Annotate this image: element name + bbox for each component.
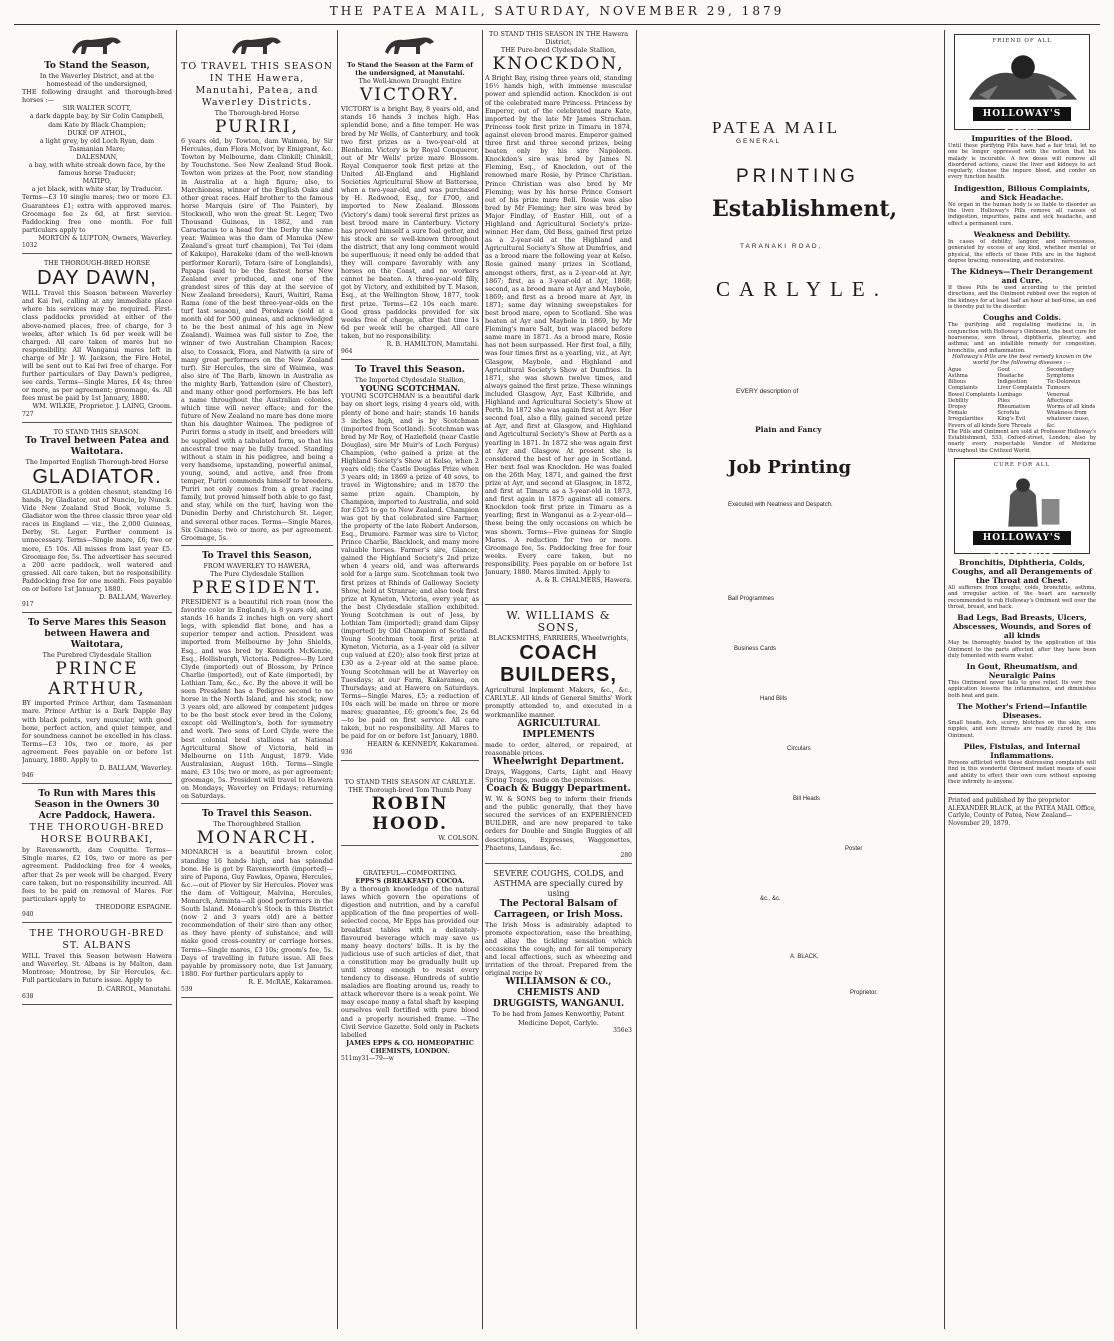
disease-item: Liver Complaints — [997, 385, 1043, 392]
signature: THEODORE ESPAGNE. — [95, 902, 172, 911]
section-text: No organ in the human body is so liable to disorder as the liver. Holloway's Pills remove all causes of indigestion, impurities, pains and sick headache, and effect a permanent cure. — [948, 201, 1096, 227]
advert-line: Plain and Fancy — [755, 424, 822, 434]
section-text: made to order, altered, or repaired, at reasonable prices. — [485, 740, 632, 757]
signature: D. BALLAM, Waverley. — [99, 593, 172, 602]
ad-number: 940 — [22, 911, 34, 919]
horse-name: DALESMAN, — [76, 152, 118, 161]
disease-item: Asthma — [948, 373, 968, 380]
service-item: Bill Heads — [793, 795, 821, 802]
advert-prince-arthur — [22, 618, 172, 784]
horse-name: THE THOROUGH-BRED HORSE BOURBAKI, — [29, 822, 165, 846]
body: GLADIATOR is a golden chesnut, standing 16 hands, by Gladiator, out of Nuncio, by Nunck. Vide New Zealand Stud Book, volume 5. Gladiator won the three classic three year old races in England — viz., the 2,000 Guineas, Derby, St. Leger. Further comment is unnecessary. Terms—Single mare, £6; two or more, £5 10s. All misses from last year £5. Groomage fee, 5s. The advertiser has secured a 200 acre paddock, well watered and grassed. All care taken, but no responsibility. Paddocking free for one month. Fees payable on or before 1st January, 1880. — [22, 487, 172, 593]
diseases-column — [997, 367, 1046, 429]
printing-advert — [640, 30, 940, 1329]
section-text: Persons afflicted with these distressing complaints will find in this wonderful Ointment instant means of ease and ability to effect their own cure without exposing their infirmity to anyone. — [948, 759, 1096, 785]
holloway-ointment-emblem — [954, 458, 1090, 558]
column-2 — [181, 30, 333, 1329]
section-text: All sufferers from coughs, colds, bronchitis, asthma, and irregular action of the heart are earnestly recommended to rub Holloway's Ointment well over the throat, breast, and back. — [948, 585, 1096, 610]
column-rule — [176, 30, 177, 1329]
section-text: Drays, Waggons, Carts, Light and Heavy Spring Traps, made on the premises. — [485, 767, 632, 784]
section-text: The purifying and regulating medicine is, in conjunction with Holloway's Ointment, the best cure for hoarseness, sore throat, diphtheria, pleurisy, and asthma; and an infallible remedy for congestion, bronchitis, and inflammation. — [948, 322, 1096, 354]
disease-item: King's Evil — [997, 416, 1026, 423]
disease-item: Lumbago — [997, 391, 1022, 398]
horse-name: YOUNG SCOTCHMAN. — [359, 383, 461, 394]
diseases-column — [1047, 367, 1096, 429]
holloway-emblem-icon — [959, 45, 1087, 105]
disease-item: Piles — [997, 397, 1010, 404]
ad-number: 356e3 — [613, 1026, 632, 1034]
proprietor-title: Proprietor. — [850, 989, 878, 996]
heading: SEVERE COUGHS, COLDS, and ASTHMA are specially cured by using — [493, 868, 624, 898]
advert-line: Executed with Neatness and Despatch. — [728, 501, 833, 508]
ad-number: 280 — [620, 851, 632, 859]
ad-number: 511my31—79—w — [341, 1055, 394, 1063]
disease-item: Headache — [997, 373, 1024, 380]
horse-engraving-icon — [380, 32, 440, 58]
ad-number: 727 — [22, 410, 34, 418]
advert-line: EVERY description of — [736, 387, 799, 395]
product-name: The Pectoral Balsam of Carrageen, or Irish Moss. — [493, 898, 624, 920]
subheading: The Pure Clydesdale Stallion — [210, 569, 304, 578]
holloway-pills-emblem — [954, 34, 1090, 133]
line: a light grey, by old Loch Ryan, dam Tasmanian Mare; — [39, 136, 155, 153]
advert-robin-hood — [341, 766, 479, 846]
line: In the Waverley District, and at the homestead of the undersigned, — [39, 72, 155, 89]
signature: W. COLSON. — [438, 833, 479, 842]
column-rule — [944, 30, 945, 1329]
signature: D. CARROL, Manutahi. — [97, 984, 172, 993]
horse-engraving-icon — [67, 32, 127, 58]
body: MONARCH is a beautiful brown color, standing 16 hands high, and has splendid bone. He is got by Ravensworth (imported)—sire of Papona, Guy Fawkes, Opawa, Hercules, &c.—out of Plover by Sir Hercules. Plover was the dam of Voltigeur, Malvina, Hercules, Monarch, Arminta—all good performers in the South Island. Monarch's Stock in this District (now 2 and 3 years old) are a better recommendation of their sire than any other, as they have plenty of substance, and will make good cross-country or carriage horses. Terms—Single mares, £3 10s; groom's fee, 5s. Days of travelling in future issue. All fees payable by promissory note, due 1st January, 1880. For further particulars apply to — [181, 848, 333, 978]
signature: R. E. McRAE, Kakaramea. — [248, 977, 333, 986]
kicker: THE THOROUGH-BRED — [29, 928, 165, 940]
section-text: This Ointment never fails to give relief. Its very free application lessens the inflammation, and diminishes both heat and pain. — [948, 680, 1096, 699]
ad-number: 917 — [22, 601, 34, 609]
heading: TO STAND THIS SEASON AT CARLYLE. — [344, 777, 476, 786]
stockist: To be had from James Kenworthy, Patent Medicine Depot, Carlyle. — [492, 1010, 625, 1027]
advert-title: PATEA MAIL — [712, 118, 841, 137]
section-text: In cases of debility, languor, and nervousness, generated by excess of any kind, whether mental or physical, the effects of these Pills are in the highest degree bracing, renovating, and restorative. — [948, 238, 1096, 264]
horse-name: MONARCH. — [196, 828, 318, 849]
horse-name: PRINCE ARTHUR, — [48, 659, 146, 700]
service-item: &c., &c. — [760, 895, 781, 902]
signature: A. & R. CHALMERS, Hawera. — [535, 576, 632, 585]
section-heading: Piles, Fistulas, and Internal Inflammations. — [963, 741, 1081, 760]
advert-st-albans — [22, 928, 172, 1005]
signature: WM. WILKIE, Proprietor. J. LAING, Groom. — [32, 402, 172, 411]
advert-bourbaki — [22, 789, 172, 923]
advert-monarch — [181, 809, 333, 998]
masthead: THE PATEA MAIL, SATURDAY, NOVEMBER 29, 1879 — [329, 4, 785, 18]
subheading: The Thoroughbred Stallion — [213, 820, 301, 829]
body: by Ravensworth, dam Coquitte. Terms—Single mares, £2 10s, two or more as per agreement. Paddocking free for 4 weeks, after that 2s per week will be charged. Every care taken, but no responsibility incurred. All fees to be paid on removal of Mares. For particulars apply to — [22, 846, 172, 903]
section-heading: In Gout, Rheumatism, and Neuralgic Pains — [966, 662, 1078, 681]
section-heading: The Mother's Friend—Infantile Diseases. — [957, 702, 1087, 721]
horse-name: DUKE OF ATHOL, — [67, 128, 127, 137]
horse-name: SIR WALTER SCOTT, — [62, 104, 132, 113]
column-1 — [22, 30, 172, 1329]
advert-gladiator — [22, 428, 172, 614]
body: VICTORY is a bright Bay, 8 years old, and stands 16 hands 3 inches high. Has splendid bone, and a fine temper. He was bred by Mr Wells, of Canterbury, and took two first prizes as a two-year-old at Blenheim. Victory is by Royal Conqueror, out of Mr Wells' prize mare Blossom. Royal Conqueror took first prize at the United All-England and Highland Societies Agricultural Show at Battersea, when a two-year-old, and was purchased by H. Redwood, Esq., for £700, and imported to New Zealand. Blossom (Victory's dam) took several first prizes as best brood mare in Canterbury. Victory has proved himself a sure foal getter, and his stock are so well-known throughout the district, that any long comment would be superfluous; it need only be added that they will compare favorably with any horses on the Coast, and no workers cannot be beaten. A three-year-old filly, got by Victory, and exhibited by T. Mason, Esq., at the Wellington Show, 1877, took first prize. Terms—£2 10s each mare. Good grass paddocks provided for six weeks free of charge, after that time 1s 6d per week will be charged. All care taken, but no responsibility. — [341, 105, 479, 340]
section-heading: AGRICULTURAL IMPLEMENTS — [517, 718, 600, 740]
subheading: BLACKSMITHS, FARRIERS, Wheelwrights, — [488, 634, 629, 643]
ad-number: 946 — [22, 772, 34, 780]
disease-item: Sore Throats — [997, 422, 1032, 429]
heading: To Stand the Season, — [44, 61, 150, 71]
heading: To Stand the Season at the Farm of the undersigned, at Manutahi. — [347, 61, 473, 78]
body: WILL Travel this Season between Hawera and Waverley. St. Albans is by Malton, dam Montrose; Montrose, by Sir Hercules, &c. Full particulars in future issue. Apply to — [22, 952, 172, 985]
service-item: Hand Bills — [760, 695, 788, 702]
holloway-advert — [948, 30, 1096, 1329]
service-item: Circulars — [787, 745, 811, 752]
heading: To Travel this Season. — [354, 365, 466, 376]
horse-name: DAY DAWN, — [37, 267, 157, 290]
advert-victory — [341, 32, 479, 360]
horse-name: MATIPO, — [82, 177, 112, 186]
horse-name: PRESIDENT. — [191, 577, 323, 598]
horse-name: KNOCKDON, — [492, 54, 625, 75]
ad-number: 539 — [181, 986, 193, 993]
line: a bay, with white streak down face, by the famous horse Traducer; — [28, 161, 166, 178]
section-heading: Bronchitis, Diphtheria, Colds, Coughs, and all Derangements of the Throat and Chest. — [951, 558, 1093, 586]
section-text: W. W. & SONS beg to inform their friends and the public generally, that they have secured the services of an EXPERIENCED BUILDER, and are now prepared to take orders for Double and Single Buggies of all descriptions, Expresses, Waggonettes, Phaetons, Landaus, &c. — [485, 795, 632, 852]
subheading: The Purebred Clydesdale Stallion — [42, 651, 152, 660]
heading: To Travel this Season, — [201, 550, 313, 561]
body: The Irish Moss is admirably adapted to promote expectoration, ease the breathing, and allay the tickling sensation which occasions the cough; and for all temporary and local affections, such as wheezing and irritation of the throat. Prepared from the original recipe by — [485, 920, 632, 978]
kicker: TO STAND THIS SEASON. — [53, 427, 141, 436]
advert-line: Establishment, — [712, 196, 898, 223]
horse-name: VICTORY. — [360, 85, 460, 106]
body: A Bright Bay, rising three years old, standing 16½ hands high, with immense muscular power and splendid action. Knockdon is out of the celebrated mare Princess. Princess by Emperor, out of the celebrated mare Kate, imported by the late Mr James Strachan. Princess took first prize in Timaru in 1874, against eleven brood mares. Emperor gained three first and three second prizes, being beaten only by his sire Napoleon. Knockdon's sire was bred by James N. Fleming, Esq., of Knockdon, out of the renowned mare Rosie, by Prince Christian. Prince Christian was also bred by Mr Fleming; was by his horse Prince Consort out of his prize mare Bell. Rosie was also bred by Mr Fleming; her sire was bred by Major Findlay, of Easter Hill, out of a Highland and Agricultural Society's prize-winner. Her dam, Old Bess, gained first prize as a 2-year-old at the Highland and Agricultural Society's Show at Dumfries, and as a brood mare the following year at Kelso. Rosie gained many prizes in Scotland, amongst others, first, as a 2-year-old at Ayr, 1867; first, as a 3-year-old at Ayr, 1868; second, as a brood mare at Ayr and Maybole, 1869; and first as a brood mare at Ayr, in 1871; same day winning sweepstakes for best brood mare, open to Scotland. She was beaten at Ayr and Maybole in 1869, by Mr Fleming's mare Salt, but was placed before same mare in 1871. As a brood mare, Rosie has not been surpassed. Her first foal, a filly, was four times first as a yearling, viz., at Ayr, Glasgow, Maybole, and Highland and Agricultural Society's Show at Dumfries. In 1871, she was shown twelve times, and always gained the first prize. These winnings included Glasgow, Ayr, East Kilbride, and Highland and Agricultural Society's Show at Perth. In 1872 she was again first at Ayr. Her second foal, also a filly, gained second prize at Ayr, and first at Glasgow, and Highland and Agricultural Society's Show at Perth as a yearling in 1871. In 1872 she was again first at Ayr and Glasgow. At present she is considered the best of her age in Scotland. Her next foal was Knockdon. He was foaled on the 26th May, 1871, and gained the first prize at Ayr, and second at Glasgow, in 1872, and first at Timaru as a 3-year-old in 1873, and first again in 1875 against all comers. Knockdon took first prize in Timaru as a yearling; first in Wanganui as a 2-year-old—these being the only occasions on which he was shown. Terms—Five guineas for Single Mares. A reduction for two or more. Groomage fee, 5s. Paddocking free for four weeks. Every care taken, but no responsibility. Fees payable on or before 1st January, 1880. Mares limited. Apply to — [485, 74, 632, 576]
disease-item: Tumours — [1046, 385, 1070, 392]
body: Agricultural Implement Makers, &c., &c., CARLYLE. All kinds of General Smiths' Work promptly attended to, and executed in a workmanlike manner. — [485, 686, 632, 719]
diseases-list — [948, 367, 1096, 429]
disease-item: Bilious Complaints — [948, 379, 978, 392]
subheading: The Well-known Draught Entire — [358, 77, 462, 86]
ad-number: 1032 — [22, 241, 38, 249]
subheading: THE Pure-bred Clydesdale Stallion, — [500, 46, 617, 55]
heading: TO TRAVEL THIS SEASON IN THE Hawera, Manutahi, Patea, and Waverley Districts. — [181, 61, 333, 108]
column-rule — [337, 30, 338, 1329]
section-heading: Wheelwright Department. — [492, 756, 625, 767]
body: By a thorough knowledge of the natural laws which govern the operations of digestion and nutrition, and by a careful application of the fine properties of well-selected cocoa, Mr Epps has provided our breakfast tables with a delicately-flavoured beverage which may save us many heavy doctors' bills. It is by the judicious use of such articles of diet, that a constitution may be gradually built up until strong enough to resist every tendency to disease. Hundreds of subtle maladies are floating around us, ready to attack wherever there is a weak point. We may escape many a fatal shaft by keeping ourselves well fortified with pure blood and a properly nourished frame. —The Civil Service Gazette. Sold only in Packets labelled — [341, 885, 479, 1039]
line: The Imported English Thorough-bred Horse — [25, 457, 169, 466]
masthead-rule — [14, 24, 1100, 25]
body: BY imported Prince Arthur, dam Tasmanian mare. Prince Arthur is a Dark Dapple Bay with black points, very muscular, with good bone, perfect action, and quiet temper, and for soundness cannot be excelled in his class. Terms—£3 10s, two or more, as per agreement. Fees payable on or before 1st January, 1880. Apply to — [22, 699, 172, 764]
ad-number: 638 — [22, 992, 34, 1000]
advert-knockdon — [485, 30, 632, 605]
subheading: To Travel between Patea and Waitotara. — [25, 435, 169, 457]
signature: HEARN & KENNEDY, Kakaramea. — [367, 740, 479, 749]
disease-item: Weakness from whatever cause, &c. — [1046, 410, 1090, 429]
kicker: To Serve Mares this Season between Hawera and Waitotara, — [27, 618, 167, 651]
line: a dark dapple bay, by Sir Colin Campbell, dam Kate by Black Champion; — [29, 112, 165, 129]
emblem-banner: HOLLOWAY'S OINTMENT — [973, 531, 1071, 545]
subheading: The Thorough-bred Horse — [214, 109, 300, 117]
heading: To Travel this Season. — [201, 809, 313, 820]
disease-item: Secondary Symptoms — [1046, 366, 1075, 380]
advert-williams-coach-builders — [485, 610, 632, 864]
service-item: Poster — [845, 845, 863, 852]
column-rule — [636, 30, 637, 1329]
advert-epps-cocoa — [341, 851, 479, 1066]
disease-item: Tic-Doloreux — [1046, 379, 1081, 386]
signature: WILLIAMSON & CO., CHEMISTS AND DRUGGISTS, WANGANUI. — [492, 977, 625, 1010]
section-heading: Impurities of the Blood. — [971, 134, 1073, 143]
disease-item: Worms of all kinds — [1046, 404, 1096, 411]
signature: MORTON & LUPTON, Owners, Waverley. — [38, 233, 172, 242]
section-text: If these Pills be used according to the printed directions, and the Ointment rubbed over the region of the kidneys for at least half an hour at bed-time, an end is thereby put to the disorder. — [948, 285, 1096, 311]
advert-pectoral-balsam — [485, 869, 632, 1038]
disease-item: Ague — [948, 366, 962, 373]
disease-item: Bowel Complaints — [948, 391, 996, 398]
line: THE following draught and thorough-bred horses :— — [22, 88, 172, 105]
horse-engraving-icon — [227, 32, 287, 58]
disease-item: Female Irregularities — [948, 410, 984, 423]
section-text: May be thoroughly healed by the application of this Ointment to the parts affected, after they have been duly fomented with warm water. — [948, 640, 1096, 659]
town-name: CARLYLE. — [716, 277, 888, 302]
section-heading: Coughs and Colds. — [982, 313, 1062, 323]
section-heading: Bad Legs, Bad Breasts, Ulcers, Abscesses, Wounds, and Sores of all kinds — [952, 613, 1092, 641]
disease-item: Rheumatism — [997, 404, 1031, 411]
emblem-banner: HOLLOWAY'S PILLS — [973, 107, 1071, 121]
column-4 — [485, 30, 632, 1329]
body: 6 years old, by Towton, dam Waimea, by Sir Hercules, dam Flora McIvor, by Emigrant, &c. Towton by Melbourne, dam Clinkill; Chinkill, by Touchstone. See New Zealand Stud Book. Towton won prizes at the Poor, now standing in Australia at a high figure; also, to Marchioness, winner of the English Oaks and other great races. Half brother to the famous horse Marquis (sire of The Painter), by Stockwell, who won the great St. Leger, Two Thousand Guineas, in 1862, and ran Caractacus to a head for the Derby the same year. Waimea was the dam of Manuka (New Zealand's great turf champion), Tei Tei (dam of Kakapo), Harakeke (dam of the well-known performer Korari), Totara (sire of Longlands), Papapa (said to be the fastest horse New Zealand ever produced, and one of the grandest sires of this day at the service of New Zealand breeders), Kauri, Waitiri, Rama Rama (one of the best three-year-olds on the turf last season), and Porokawa (sold at a month old for 500 guineas, and acknowledged to be the best animal of his age in New Zealand). Waimea was full sister to Zoe, the winner of two Australian Champion Races; also, to Cossack, Flora, and Natwith (a sire of many great performers on the New Zealand turf). Sir Hercules, the sire of Waimea, was also sire of The Barb, known in Australia as the mighty Barb, Yattendon (sire of Chester), and many other good performers. He has left a name throughout the Australian colonies, which time will never efface; and for the future of New Zealand no mare has done more than his daughter Waimea. The pedigree of Puriri forms a study in itself, and breeders will be supplied with a tabulated form, so that his ancestral tree may be fully traced. Standing without a stain in his pedigree, and being a very handsome, upstanding, powerful animal, young, sound, and active, and free from temper, Puriri commends himself to breeders. Puriri not only comes from a great racing family, but proved himself both able to go fast, and stay, while on the turf, having won the Dunedin Derby and Christchurch St. Leger, and several other races. Terms—Single Mares, Six Guineas; two or more, as per agreement. Groomage, 5s. — [181, 137, 333, 542]
service-item: Business Cards — [734, 645, 777, 652]
column-rule — [482, 30, 483, 1329]
horse-name: ST. ALBANS — [62, 940, 132, 952]
disease-item: Venereal Affections — [1046, 391, 1073, 404]
column-3 — [341, 30, 479, 1329]
signature: JAMES EPPS & CO. HOMEOPATHIC CHEMISTS, LONDON. — [346, 1038, 474, 1055]
emblem-motto: FRIEND OF ALL — [992, 38, 1052, 44]
service-item: Ball Programmes — [728, 595, 775, 602]
product-name: EPPS'S (BREAKFAST) COCOA. — [355, 876, 465, 885]
disease-item: Gout — [997, 366, 1011, 373]
seated-figure-icon — [959, 469, 1087, 529]
section-heading: Weakness and Debility. — [973, 229, 1071, 239]
disease-item: Debility — [948, 397, 969, 404]
section-text: Small heads, itch, scurvy, blotches on the skin, sore nipples, and sore throats are readily cured by this Ointment. — [948, 720, 1096, 739]
advert-president — [181, 551, 333, 805]
advert-puriri — [181, 32, 333, 546]
section-text: Until these purifying Pills have had a fair trial, let no one be longer oppressed with the notion that his malady is incurable. A few doses will remove all disordered actions, cause the liver and kidneys to act regularly, cleanse the impure blood, and confer on every function health. — [948, 143, 1096, 181]
diseases-column — [948, 367, 997, 429]
line: a jet black, with white star, by Traducer. — [31, 185, 163, 194]
advert-line: Job Printing — [728, 456, 852, 478]
signature: D. BALLAM, Waverley. — [99, 764, 172, 773]
horse-name: GLADIATOR. — [32, 465, 162, 488]
advert-young-scotchman — [341, 365, 479, 760]
stockist-note: The Pills and Ointment are sold at Professor Holloway's Establishment, 533, Oxford-street, London; also by nearly every respectable Vendor of Medicine throughout the Civilized World. — [948, 428, 1096, 454]
heading: TO STAND THIS SEASON IN THE Hawera District, — [488, 30, 629, 47]
advert-line: PRINTING — [736, 166, 859, 188]
disease-item: Dropsy — [948, 404, 967, 411]
terms: Terms—£3 10 single mares; two or more £3. Guarantees £1; extra with approved mares. Groomage fee 2s 6d, at first service. Paddocking free one month. For full particulars apply to — [22, 193, 172, 234]
diseases-note: Holloway's Pills are the best remedy known in the world for the following diseases :— — [952, 353, 1092, 367]
imprint: Printed and published by the proprietor ALEXANDER BLACK, at the PATEA MAIL Office, Carlyle, County of Patea, New Zealand—November 29, 1879. — [948, 793, 1096, 827]
section-heading: The Kidneys—Their Derangement and Cure. — [951, 267, 1093, 286]
ad-number: 936 — [341, 748, 353, 756]
subheading: THE Thorough-bred Tom Thumb Pony — [348, 785, 472, 794]
signature: R. B. HAMILTON, Manutahi. — [386, 340, 479, 348]
subheading: The Imported Clydesdale Stallion, — [354, 376, 466, 385]
body: YOUNG SCOTCHMAN is a beautiful dark bay on short legs, rising 4 years old, with plenty of bone and hair; stands 16 hands 3 inches high, and is by Scotchman (imported from Scotland). Scotchman was bred by Mr Roy, of Hazlefield (near Castle Douglas), sire Mr Muir's of Loch Fergus) Champion, (who gained a prize at the Highland Society's Show at Kelso, when 2 years old); the Castle Douglas Prize when 3 years old; in 1869 a prize of 40 sovs, to travel in Wigtonshire; and in 1870 the same prize again. Champion, by Champion, imported to Australia, and sold for £525 to go to New Zealand. Champion was got by that celebrated sire Farmer, the property of the late Robert Anderson, Esq., Drumore. Farmer was sire to Victor, Prince Charlie, Blacklock, and many more valuable horses. Farmer's sire, Glancer, gained the Highland Society's 2nd prize when 4 years old, and was afterwards sold for a large sum. Scotchman took two first prizes at Rhinds of Galloway Society Show, held at Stranrae; and also took first prize at Kyneton, Victoria, every year, as the best Clydesdale stallion exhibited. Young Scotchman is out of Jess, by Lothian Tam (imported); grand dam Gipsy (imported) by Old Champion of Scotland. Young Scotchman took first prize at Kyneton, Victoria, as a 1-year old (a silver cup valued at £20); also took first prize at £30 as a 2-year old at the same place. Young Scotchman will be at Waverley on Tuesdays; at our Farm, Kakaramea, on Thursdays; and at Hawera on Saturdays. Terms—Single Mares, £5; a reduction of 10s each will be made on three or more mares; guarantee, £6; groom's fee, 2s 6d—to be paid on first service. All care taken, but no responsibility. All Mares to be paid for on or before 1st January, 1880. — [341, 392, 479, 741]
address-line: TARANAKI ROAD, — [740, 243, 823, 251]
heading: W. WILLIAMS & SONS, — [506, 609, 611, 635]
body: PRESIDENT is a beautiful rich roan (now the favorite color in England), is 8 years old, and stands 16 hands 2 inches high on very short legs, with splendid flat bone, and has a superior temper and action. President was imported from Melbourne by John Shields, Esq., and was bred by Kenneth McKenzie, Esq., Hollisburgh, Victoria. Pedigree—By Lord Clyde (imported) out of Blossom, by Prince Charlie (imported), out of Kate (imported), by Lothian Tam, &c., &c. By the above it will be seen President has a Pedigree second to no horse in the North Island, and his stock, now 3 years old, are allowed by competent judges to be the best stock ever bred in the Colony, except old Wellington's, both for symmetry and work. Two sons of Lord Clyde were the best colonial bred stallions at National Agricultural Show of Victoria, held in Melbourne on 11th August, 1879. Vide Australasian, August 16th. Terms—Single mare, £3 10s; two or more, as per agreement; groomage, 5s. President will travel to Hawera on Mondays; Waverley on Fridays; returning on Saturdays. — [181, 597, 333, 801]
horse-name: ROBIN HOOD. — [371, 793, 449, 834]
body: WILL Travel this Season between Waverley and Kai Iwi, calling at any immediate place where his services may be required. First-class paddocks provided at either of the above-named places, free of charge, for 3 weeks, after which 1s 6d per week will be charged. All care taken of mares but no responsibility. All Wanganui mares left in charge of Mr J. W. Jackson, the Fire Hotel, will be sent out to Kai Iwi free of charge. For further particulars of Day Dawn's pedigree, see cards. Terms—Single Mares, £4 4s; three or more, as per agreement; groomage, 4s. All fees must be paid by 1st January, 1880. — [22, 289, 172, 403]
section-heading: Indigestion, Bilious Complaints, and Sick Headache. — [954, 183, 1090, 202]
kicker: To Run with Mares this Season in the Owners 30 Acre Paddock, Hawera. — [34, 789, 160, 822]
advert-sir-walter-scott — [22, 32, 172, 254]
kicker: FROM WAVERLEY TO HAWERA, — [203, 561, 311, 570]
proprietor-name: A. BLACK, — [790, 953, 819, 960]
disease-item: Fevers of all kinds — [948, 422, 997, 429]
disease-item: Scrofula — [997, 410, 1020, 417]
heading: GRATEFUL—COMFORTING. — [363, 868, 457, 877]
horse-name: PURIRI, — [215, 117, 299, 138]
section-heading: Coach & Buggy Department. — [486, 784, 631, 795]
disease-item: Indigestion — [997, 379, 1027, 386]
ad-number: 964 — [341, 348, 353, 356]
advert-line: GENERAL — [736, 138, 782, 146]
kicker: THE THOROUGH-BRED HORSE — [44, 259, 150, 268]
advert-day-dawn — [22, 259, 172, 423]
emblem-motto: CURE FOR ALL — [993, 462, 1051, 469]
business-name: COACH BUILDERS, — [500, 642, 617, 687]
